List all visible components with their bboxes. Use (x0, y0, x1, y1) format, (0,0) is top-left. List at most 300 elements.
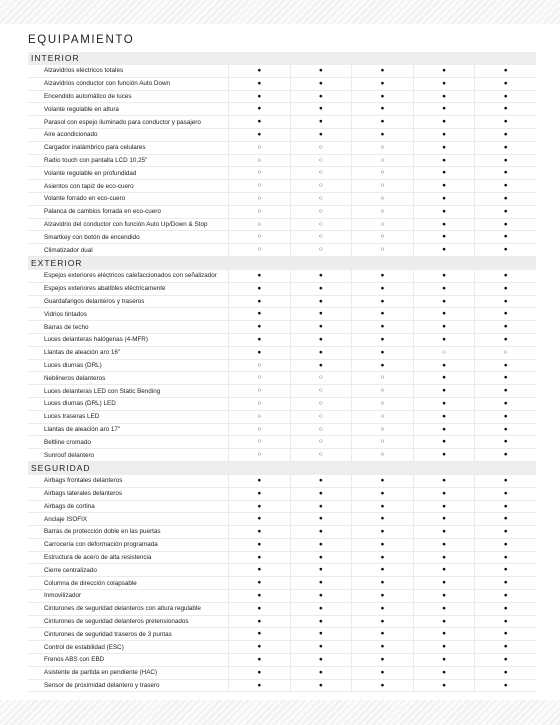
feature-label: Cinturones de seguridad delanteros con altura regulable (44, 605, 201, 613)
feature-label: Frenos ABS con EBD (44, 656, 105, 664)
feature-label: Asientos con tapiz de eco-cuero (44, 182, 134, 190)
included-mark: ● (351, 577, 413, 589)
optional-mark: ○ (290, 231, 352, 243)
table-row (28, 475, 536, 488)
optional-mark: ○ (228, 372, 290, 384)
feature-label: Airbags de cortina (44, 502, 95, 510)
table-row (28, 103, 536, 116)
included-mark: ● (474, 270, 536, 282)
table-row (28, 436, 536, 449)
feature-label: Encendido automático de luces (44, 92, 132, 100)
optional-mark: ○ (351, 193, 413, 205)
included-mark: ● (351, 628, 413, 640)
included-mark: ● (351, 103, 413, 115)
optional-mark: ○ (228, 219, 290, 231)
included-mark: ● (413, 680, 475, 692)
included-mark: ● (413, 360, 475, 372)
included-mark: ● (351, 334, 413, 346)
included-mark: ● (413, 424, 475, 436)
feature-label: Luces traseras LED (44, 413, 100, 421)
included-mark: ● (351, 129, 413, 141)
feature-label: Aire acondicionado (44, 131, 98, 139)
included-mark: ● (413, 449, 475, 461)
included-mark: ● (228, 321, 290, 333)
table-row (28, 296, 536, 309)
included-mark: ● (351, 283, 413, 295)
included-mark: ● (228, 488, 290, 500)
optional-mark: ○ (228, 436, 290, 448)
optional-mark: ○ (351, 231, 413, 243)
included-mark: ● (474, 513, 536, 525)
included-mark: ● (228, 667, 290, 679)
included-mark: ● (228, 270, 290, 282)
included-mark: ● (474, 334, 536, 346)
included-mark: ● (474, 628, 536, 640)
optional-mark: ○ (228, 193, 290, 205)
included-mark: ● (474, 424, 536, 436)
feature-label: Airbags frontales delanteros (44, 477, 123, 485)
included-mark: ● (290, 475, 352, 487)
included-mark: ● (474, 667, 536, 679)
feature-label: Radio touch con pantalla LCD 10,25" (44, 156, 148, 164)
included-mark: ● (290, 129, 352, 141)
included-mark: ● (413, 155, 475, 167)
optional-mark: ○ (290, 155, 352, 167)
section-header-exterior: EXTERIOR (28, 257, 536, 270)
included-mark: ● (290, 65, 352, 77)
included-mark: ● (351, 116, 413, 128)
included-mark: ● (228, 501, 290, 513)
included-mark: ● (413, 283, 475, 295)
optional-mark: ○ (351, 411, 413, 423)
included-mark: ● (474, 321, 536, 333)
table-row (28, 270, 536, 283)
optional-mark: ○ (228, 180, 290, 192)
included-mark: ● (351, 308, 413, 320)
table-row (28, 641, 536, 654)
feature-label: Beltline cromado (44, 438, 91, 446)
table-row (28, 513, 536, 526)
optional-mark: ○ (290, 424, 352, 436)
included-mark: ● (290, 103, 352, 115)
table-row (28, 385, 536, 398)
included-mark: ● (474, 231, 536, 243)
included-mark: ● (228, 641, 290, 653)
table-row (28, 193, 536, 206)
included-mark: ● (474, 155, 536, 167)
included-mark: ● (290, 564, 352, 576)
included-mark: ● (290, 513, 352, 525)
feature-label: Barras de techo (44, 323, 89, 331)
table-row (28, 244, 536, 257)
included-mark: ● (413, 372, 475, 384)
optional-mark: ○ (290, 398, 352, 410)
included-mark: ● (290, 680, 352, 692)
included-mark: ● (474, 552, 536, 564)
included-mark: ● (413, 398, 475, 410)
table-row (28, 449, 536, 462)
included-mark: ● (228, 65, 290, 77)
included-mark: ● (474, 475, 536, 487)
included-mark: ● (351, 564, 413, 576)
included-mark: ● (228, 513, 290, 525)
feature-label: Carrocería con deformación programada (44, 541, 158, 549)
feature-label: Luces diurnas (DRL) (44, 361, 102, 369)
optional-mark: ○ (351, 385, 413, 397)
optional-mark: ○ (290, 449, 352, 461)
feature-label: Espejos exteriores abatibles eléctricamente (44, 285, 166, 293)
table-row (28, 155, 536, 168)
included-mark: ● (413, 296, 475, 308)
feature-label: Luces delanteras halógenas (4-MFR) (44, 336, 148, 344)
included-mark: ● (351, 513, 413, 525)
included-mark: ● (351, 641, 413, 653)
table-row (28, 667, 536, 680)
included-mark: ● (351, 347, 413, 359)
included-mark: ● (474, 129, 536, 141)
optional-mark: ○ (228, 155, 290, 167)
included-mark: ● (413, 270, 475, 282)
included-mark: ● (290, 347, 352, 359)
included-mark: ● (413, 78, 475, 90)
included-mark: ● (413, 501, 475, 513)
included-mark: ● (413, 552, 475, 564)
included-mark: ● (413, 436, 475, 448)
optional-mark: ○ (290, 385, 352, 397)
table-row (28, 142, 536, 155)
included-mark: ● (351, 321, 413, 333)
top-pattern-band (0, 0, 560, 24)
included-mark: ● (474, 654, 536, 666)
optional-mark: ○ (228, 424, 290, 436)
included-mark: ● (290, 616, 352, 628)
included-mark: ● (413, 244, 475, 256)
included-mark: ● (474, 398, 536, 410)
included-mark: ● (290, 501, 352, 513)
optional-mark: ○ (290, 167, 352, 179)
table-row (28, 616, 536, 629)
included-mark: ● (290, 641, 352, 653)
feature-label: Volante forrado en eco-cuero (44, 195, 126, 203)
optional-mark: ○ (290, 372, 352, 384)
optional-mark: ○ (228, 231, 290, 243)
table-row (28, 603, 536, 616)
optional-mark: ○ (228, 398, 290, 410)
bottom-pattern-band (0, 700, 560, 725)
included-mark: ● (351, 270, 413, 282)
table-row (28, 65, 536, 78)
included-mark: ● (413, 513, 475, 525)
table-row (28, 411, 536, 424)
optional-mark: ○ (228, 167, 290, 179)
included-mark: ● (413, 577, 475, 589)
optional-mark: ○ (228, 206, 290, 218)
table-row (28, 564, 536, 577)
table-row (28, 167, 536, 180)
feature-label: Columna de dirección colapsable (44, 579, 137, 587)
included-mark: ● (474, 142, 536, 154)
included-mark: ● (228, 78, 290, 90)
included-mark: ● (413, 116, 475, 128)
included-mark: ● (228, 590, 290, 602)
included-mark: ● (474, 219, 536, 231)
included-mark: ● (290, 116, 352, 128)
included-mark: ● (351, 654, 413, 666)
feature-label: Alzavidrio del conductor con función Auto Up/Down & Stop (44, 220, 208, 228)
included-mark: ● (474, 283, 536, 295)
included-mark: ● (474, 167, 536, 179)
optional-mark: ○ (228, 411, 290, 423)
feature-label: Climatizador dual (44, 246, 93, 254)
included-mark: ● (228, 103, 290, 115)
included-mark: ● (290, 488, 352, 500)
included-mark: ● (474, 206, 536, 218)
included-mark: ● (413, 628, 475, 640)
optional-mark: ○ (351, 424, 413, 436)
included-mark: ● (413, 142, 475, 154)
feature-label: Smartkey con botón de encendido (44, 233, 140, 241)
feature-label: Guardafangos delanteros y traseros (44, 297, 145, 305)
table-row (28, 552, 536, 565)
table-row (28, 360, 536, 373)
feature-label: Alzavidrios eléctricos totales (44, 67, 124, 75)
table-row (28, 116, 536, 129)
feature-label: Barras de protección doble en las puertas (44, 528, 161, 536)
included-mark: ● (351, 475, 413, 487)
included-mark: ● (413, 488, 475, 500)
table-row (28, 231, 536, 244)
included-mark: ● (413, 539, 475, 551)
optional-mark: ○ (351, 206, 413, 218)
optional-mark: ○ (290, 219, 352, 231)
included-mark: ● (290, 360, 352, 372)
optional-mark: ○ (351, 449, 413, 461)
included-mark: ● (228, 654, 290, 666)
included-mark: ● (351, 590, 413, 602)
included-mark: ● (413, 641, 475, 653)
table-row (28, 654, 536, 667)
optional-mark: ○ (413, 347, 475, 359)
table-row (28, 347, 536, 360)
included-mark: ● (413, 180, 475, 192)
table-row (28, 206, 536, 219)
optional-mark: ○ (351, 155, 413, 167)
included-mark: ● (474, 244, 536, 256)
included-mark: ● (351, 667, 413, 679)
included-mark: ● (228, 296, 290, 308)
table-row (28, 398, 536, 411)
included-mark: ● (351, 526, 413, 538)
included-mark: ● (228, 334, 290, 346)
included-mark: ● (228, 308, 290, 320)
included-mark: ● (413, 564, 475, 576)
included-mark: ● (474, 590, 536, 602)
included-mark: ● (290, 603, 352, 615)
included-mark: ● (413, 411, 475, 423)
feature-label: Asistente de partida en pendiente (HAC) (44, 669, 158, 677)
table-row (28, 321, 536, 334)
included-mark: ● (228, 116, 290, 128)
included-mark: ● (474, 296, 536, 308)
table-row (28, 539, 536, 552)
feature-label: Cargador inalámbrico para celulares (44, 144, 146, 152)
included-mark: ● (351, 78, 413, 90)
table-row (28, 308, 536, 321)
feature-label: Cinturones de seguridad traseros de 3 puntas (44, 630, 172, 638)
feature-label: Inmovilizador (44, 592, 82, 600)
included-mark: ● (474, 564, 536, 576)
optional-mark: ○ (228, 360, 290, 372)
included-mark: ● (413, 603, 475, 615)
feature-label: Sensor de proximidad delantero y trasero (44, 682, 160, 690)
included-mark: ● (474, 180, 536, 192)
table-row (28, 488, 536, 501)
included-mark: ● (474, 372, 536, 384)
feature-label: Llantas de aleación aro 17" (44, 425, 121, 433)
included-mark: ● (228, 616, 290, 628)
feature-label: Palanca de cambios forrada en eco-cuero (44, 208, 161, 216)
included-mark: ● (228, 564, 290, 576)
included-mark: ● (413, 91, 475, 103)
included-mark: ● (474, 78, 536, 90)
included-mark: ● (474, 65, 536, 77)
table-row (28, 78, 536, 91)
included-mark: ● (351, 680, 413, 692)
optional-mark: ○ (351, 244, 413, 256)
optional-mark: ○ (290, 142, 352, 154)
table-row (28, 219, 536, 232)
included-mark: ● (290, 270, 352, 282)
included-mark: ● (351, 488, 413, 500)
included-mark: ● (290, 539, 352, 551)
included-mark: ● (413, 219, 475, 231)
included-mark: ● (474, 116, 536, 128)
table-row (28, 424, 536, 437)
included-mark: ● (474, 103, 536, 115)
included-mark: ● (351, 91, 413, 103)
feature-label: Luces diurnas (DRL) LED (44, 400, 116, 408)
included-mark: ● (413, 475, 475, 487)
included-mark: ● (290, 590, 352, 602)
included-mark: ● (228, 603, 290, 615)
table-row (28, 590, 536, 603)
included-mark: ● (228, 129, 290, 141)
feature-label: Alzavidrios conductor con función Auto Down (44, 80, 171, 88)
included-mark: ● (228, 680, 290, 692)
optional-mark: ○ (290, 180, 352, 192)
included-mark: ● (413, 321, 475, 333)
table-row (28, 283, 536, 296)
included-mark: ● (351, 65, 413, 77)
table-row (28, 180, 536, 193)
optional-mark: ○ (351, 372, 413, 384)
optional-mark: ○ (228, 142, 290, 154)
included-mark: ● (290, 334, 352, 346)
included-mark: ● (228, 628, 290, 640)
included-mark: ● (413, 308, 475, 320)
table-row (28, 577, 536, 590)
table-row (28, 628, 536, 641)
included-mark: ● (474, 193, 536, 205)
feature-label: Llantas de aleación aro 16" (44, 349, 121, 357)
optional-mark: ○ (290, 206, 352, 218)
included-mark: ● (474, 680, 536, 692)
optional-mark: ○ (351, 219, 413, 231)
feature-label: Volante regulable en profundidad (44, 169, 137, 177)
included-mark: ● (474, 641, 536, 653)
included-mark: ● (413, 334, 475, 346)
feature-label: Cinturones de seguridad delanteros pretensionados (44, 618, 189, 626)
included-mark: ● (290, 654, 352, 666)
included-mark: ● (413, 590, 475, 602)
included-mark: ● (228, 475, 290, 487)
table-row (28, 334, 536, 347)
optional-mark: ○ (290, 193, 352, 205)
included-mark: ● (474, 501, 536, 513)
included-mark: ● (413, 654, 475, 666)
feature-label: Parasol con espejo iluminado para conductor y pasajero (44, 118, 201, 126)
included-mark: ● (351, 616, 413, 628)
optional-mark: ○ (351, 180, 413, 192)
section-header-interior: INTERIOR (28, 52, 536, 65)
included-mark: ● (290, 308, 352, 320)
included-mark: ● (474, 577, 536, 589)
included-mark: ● (474, 449, 536, 461)
included-mark: ● (351, 603, 413, 615)
included-mark: ● (474, 360, 536, 372)
included-mark: ● (413, 103, 475, 115)
optional-mark: ○ (351, 167, 413, 179)
optional-mark: ○ (351, 436, 413, 448)
table-row (28, 680, 536, 693)
included-mark: ● (413, 231, 475, 243)
included-mark: ● (351, 539, 413, 551)
feature-label: Estructura de acero de alta resistencia (44, 554, 152, 562)
included-mark: ● (290, 628, 352, 640)
table-row (28, 129, 536, 142)
optional-mark: ○ (290, 244, 352, 256)
included-mark: ● (413, 616, 475, 628)
feature-label: Control de estabilidad (ESC) (44, 643, 124, 651)
included-mark: ● (290, 296, 352, 308)
included-mark: ● (290, 283, 352, 295)
included-mark: ● (290, 667, 352, 679)
included-mark: ● (413, 526, 475, 538)
included-mark: ● (413, 65, 475, 77)
included-mark: ● (474, 91, 536, 103)
included-mark: ● (228, 347, 290, 359)
included-mark: ● (474, 308, 536, 320)
optional-mark: ○ (290, 411, 352, 423)
included-mark: ● (351, 360, 413, 372)
included-mark: ● (228, 577, 290, 589)
feature-label: Vidrios tintados (44, 310, 87, 318)
table-row (28, 526, 536, 539)
included-mark: ● (290, 91, 352, 103)
included-mark: ● (474, 411, 536, 423)
included-mark: ● (474, 385, 536, 397)
feature-label: Espejos exteriores eléctricos calefaccionados con señalizador (44, 272, 217, 280)
optional-mark: ○ (474, 347, 536, 359)
feature-label: Neblineros delanteros (44, 374, 106, 382)
included-mark: ● (228, 526, 290, 538)
feature-label: Volante regulable en altura (44, 105, 119, 113)
included-mark: ● (290, 321, 352, 333)
included-mark: ● (413, 167, 475, 179)
page-title: EQUIPAMIENTO (28, 34, 135, 46)
included-mark: ● (474, 526, 536, 538)
included-mark: ● (413, 129, 475, 141)
